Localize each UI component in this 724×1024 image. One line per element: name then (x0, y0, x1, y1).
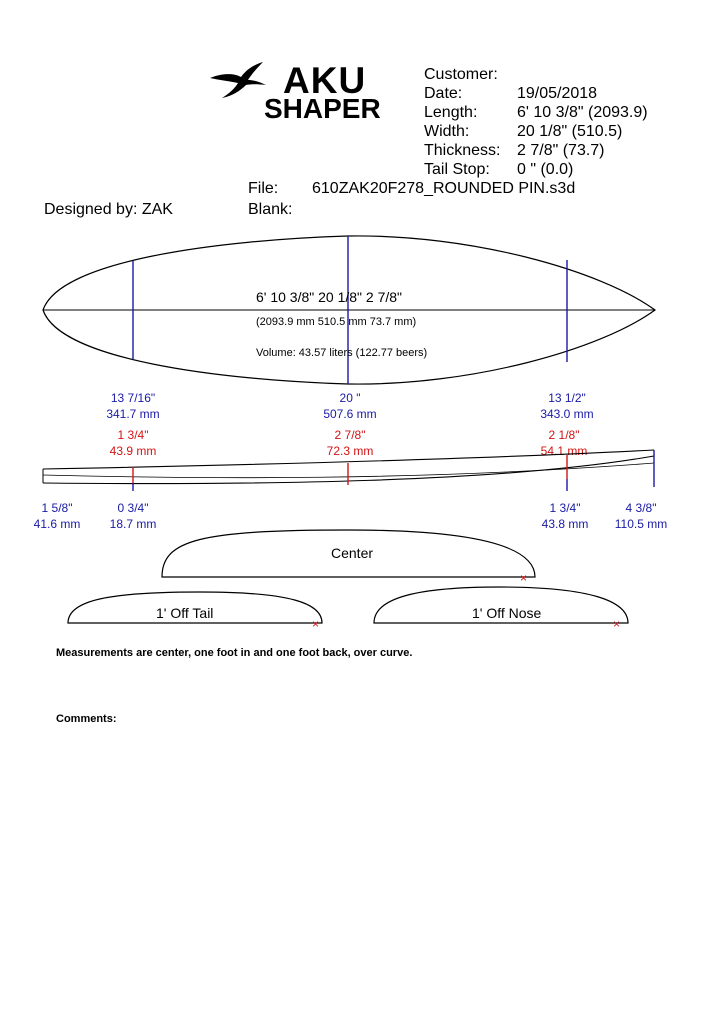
cross-sections-diagram (0, 525, 724, 635)
comments-label: Comments: (56, 713, 117, 725)
file-label: File: (248, 180, 279, 197)
thickness-value: 2 7/8" (73.7) (517, 142, 605, 159)
width-value: 20 1/8" (510.5) (517, 123, 623, 140)
file-value: 610ZAK20F278_ROUNDED PIN.s3d (312, 180, 576, 197)
thickness-label: Thickness: (424, 142, 501, 159)
width-center-mm: 507.6 mm (323, 407, 377, 421)
rocker-tail-end-in: 1 5/8" (41, 501, 73, 515)
bird-logo-icon (208, 60, 268, 100)
width-tail-in: 13 7/16" (110, 391, 156, 405)
thickness-center-in: 2 7/8" (334, 428, 366, 442)
width-center-in: 20 " (339, 391, 361, 405)
date-value: 19/05/2018 (517, 85, 598, 102)
tailstop-label: Tail Stop: (424, 161, 490, 178)
rocker-tail-foot-in: 0 3/4" (117, 501, 149, 515)
rocker-nose-end-in: 4 3/8" (625, 501, 657, 515)
board-outline-diagram (0, 220, 724, 390)
width-nose-in: 13 1/2" (548, 391, 586, 405)
rocker-profile-diagram (0, 445, 724, 495)
outline-dims-imperial: 6' 10 3/8" 20 1/8" 2 7/8" (256, 289, 403, 305)
blank-label: Blank: (248, 201, 293, 218)
rocker-nose-end-mm: 110.5 mm (614, 517, 668, 531)
section-center-cross-icon: × (520, 571, 528, 585)
rocker-nose-foot-mm: 43.8 mm (541, 517, 589, 531)
rocker-nose-foot-in: 1 3/4" (549, 501, 581, 515)
outline-dims-metric: (2093.9 mm 510.5 mm 73.7 mm) (256, 316, 417, 328)
thickness-nose-mm: 54.1 mm (540, 444, 588, 458)
length-label: Length: (424, 104, 478, 121)
logo-aku: AKU (283, 60, 367, 101)
width-nose-mm: 343.0 mm (540, 407, 594, 421)
width-tail-mm: 341.7 mm (106, 407, 160, 421)
thickness-nose-in: 2 1/8" (548, 428, 580, 442)
width-label: Width: (424, 123, 470, 140)
section-nose-cross-icon: × (613, 617, 621, 631)
designer-label: Designed by: ZAK (44, 201, 173, 218)
thickness-tail-in: 1 3/4" (117, 428, 149, 442)
tailstop-value: 0 " (0.0) (517, 161, 574, 178)
section-center-label: Center (331, 545, 374, 561)
customer-label: Customer: (424, 66, 498, 83)
section-nose-label: 1' Off Nose (472, 605, 542, 621)
length-value: 6' 10 3/8" (2093.9) (517, 104, 648, 121)
thickness-tail-mm: 43.9 mm (109, 444, 157, 458)
section-tail-cross-icon: × (312, 617, 320, 631)
section-tail-label: 1' Off Tail (156, 605, 214, 621)
date-label: Date: (424, 85, 463, 102)
thickness-center-mm: 72.3 mm (326, 444, 374, 458)
outline-volume: Volume: 43.57 liters (122.77 beers) (256, 347, 428, 359)
rocker-tail-foot-mm: 18.7 mm (109, 517, 157, 531)
measurements-note: Measurements are center, one foot in and one foot back, over curve. (56, 647, 413, 659)
rocker-tail-end-mm: 41.6 mm (33, 517, 81, 531)
logo-shaper: SHAPER (264, 93, 381, 124)
